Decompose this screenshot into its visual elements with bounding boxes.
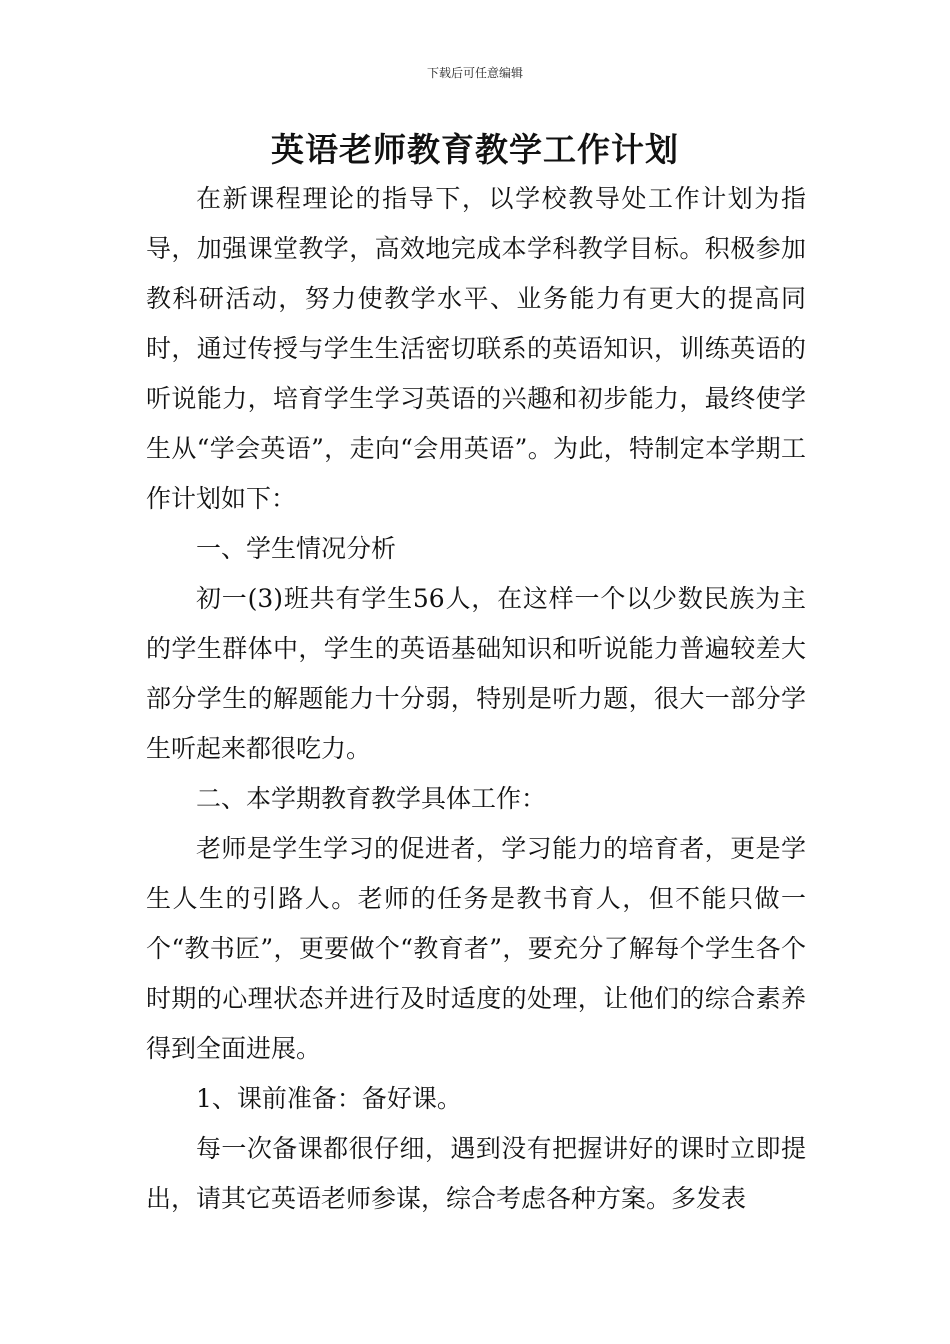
paragraph-intro: 在新课程理论的指导下，以学校教导处工作计划为指导，加强课堂教学，高效地完成本学科教学目标。积极参加教科研活动，努力使教学水平、业务能力有更大的提高同时，通过传授与学生生活密切联系的英语知识，训练英语的听说能力，培育学生学习英语的兴趣和初步能力，最终使学生从“学会英语”，走向“会用英语”。为此，特制定本学期工作计划如下： bbox=[146, 184, 806, 513]
section-heading-teaching-work: 二、本学期教育教学具体工作： bbox=[196, 784, 547, 813]
header-note: 下载后可任意编辑 bbox=[426, 66, 523, 80]
paragraph-teacher-role: 老师是学生学习的促进者，学习能力的培育者，更是学生人生的引路人。老师的任务是教书育人，但不能只做一个“教书匠”，更要做个“教育者”，要充分了解每个学生各个时期的心理状态并进行及时适度的处理，让他们的综合素养得到全面进展。 bbox=[146, 834, 806, 1063]
section-heading-student-analysis: 一、学生情况分析 bbox=[196, 534, 397, 563]
paragraph-student-analysis: 初一(3)班共有学生56人，在这样一个以少数民族为主的学生群体中，学生的英语基础知识和听说能力普遍较差大部分学生的解题能力十分弱，特别是听力题，很大一部分学生听起来都很吃力。 bbox=[146, 584, 806, 763]
paragraph-lesson-prep: 每一次备课都很仔细，遇到没有把握讲好的课时立即提出，请其它英语老师参谋，综合考虑各种方案。多发表 bbox=[146, 1134, 806, 1213]
document-title: 英语老师教育教学工作计划 bbox=[271, 130, 679, 169]
subsection-heading-lesson-prep: 1、课前准备：备好课。 bbox=[196, 1084, 462, 1113]
document-body bbox=[146, 174, 806, 1224]
